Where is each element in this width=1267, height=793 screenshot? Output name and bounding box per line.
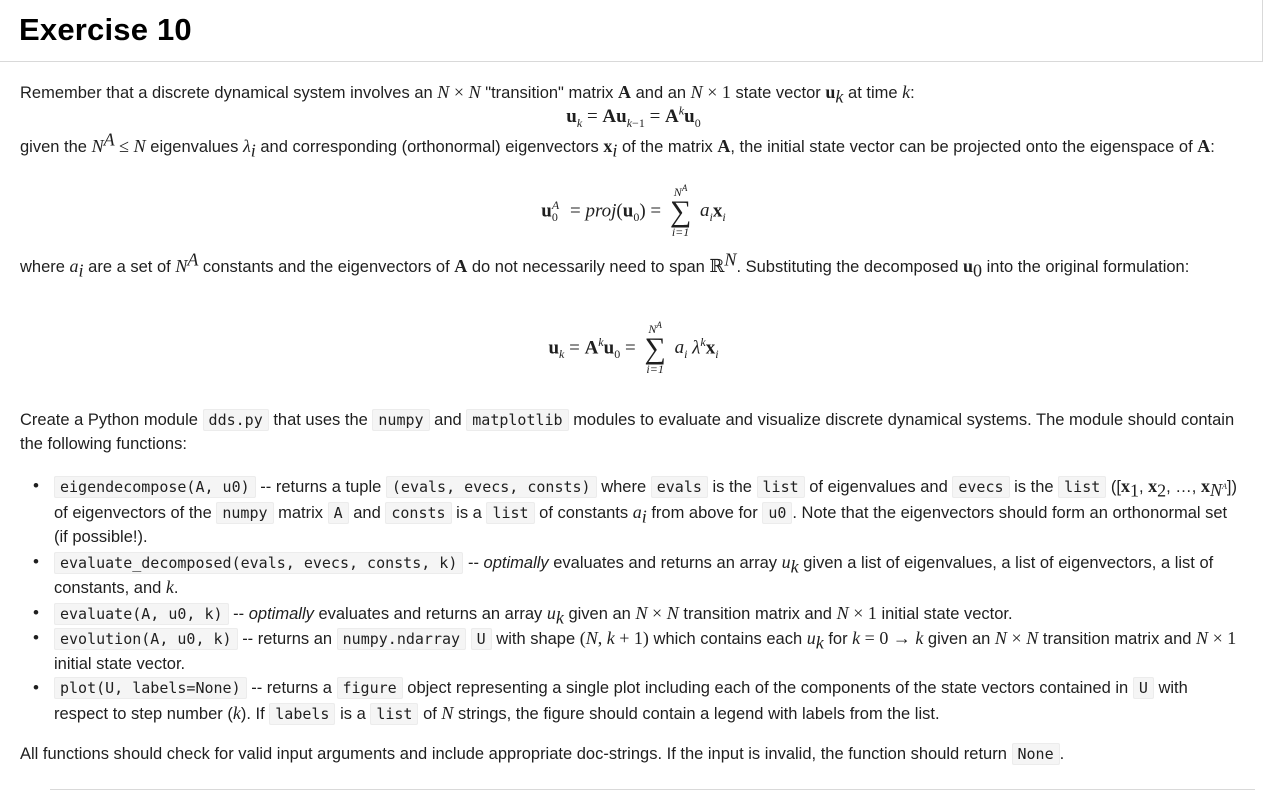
list-item: • eigendecompose(A, u0) -- returns a tuple (evals, evecs, consts) where evals is the list of eigenvalues and evecs is the list ([$x_1$, $x_2$, …, $x_{N^A}$]) of eigenvectors of the numpy matrix A and consts is a list of constants $a_i$ from above for u0 . Note that the eigenvectors should form an orthonormal set (if possible!). xyxy=(35,474,1245,550)
page-title: Exercise 10 xyxy=(19,12,192,47)
function-signature: evolution(A, u0, k) xyxy=(54,628,238,650)
given-paragraph: given the $N^A \le N$ eigenvalues $\lambda_i$ and corresponding (orthonormal) eigenvectors $x_i$ of the matrix A, the initial state vector can be projected onto the eigenspace of A: xyxy=(20,129,1215,161)
function-signature: evaluate(A, u0, k) xyxy=(54,603,229,625)
closing-paragraph: All functions should check for valid input arguments and include appropriate doc-strings. If the input is invalid, the function should return None . xyxy=(20,745,1065,763)
list-item: • plot(U, labels=None) -- returns a figure object representing a single plot including each of the components of the state vectors contained in U with respect to step number (k). If labels is a list of N strings, the figure should contain a legend with labels from the list. xyxy=(35,676,1245,726)
create-paragraph: Create a Python module dds.py that uses the numpy and matplotlib modules to evaluate and visualize discrete dynamical systems. The module should contain the following functions: xyxy=(20,411,1235,453)
function-signature: evaluate_decomposed(evals, evecs, consts, k) xyxy=(54,552,463,574)
bottom-divider xyxy=(50,789,1255,790)
module-name: dds.py xyxy=(203,409,269,431)
equation-projection: $u_0^A$ = $proj(u_0)$ = $N^A$ ∑ i=1 $a_ix_i$ xyxy=(541,183,726,239)
equation-decomposed: $u_k = A^ku_0$ = $N^A$ ∑ i=1 $a_i$ $\lambda^kx_i$ xyxy=(548,320,719,376)
function-signature: plot(U, labels=None) xyxy=(54,677,247,699)
exercise-header xyxy=(0,0,1263,62)
list-item: • evaluate(A, u0, k) -- optimally evaluates and returns an array $u_k$ given an N × N transition matrix and N × 1 initial state vector. xyxy=(35,601,1245,627)
equation-recurrence: $u_k = Au_{k-1} = A^ku_0$ xyxy=(566,103,701,130)
function-list xyxy=(35,474,1245,726)
where-paragraph: where $a_i$ are a set of $N^A$ constants and the eigenvectors of A do not necessarily need to span ℝ$^N$. Substituting the decomposed $u_0$ into the original formulation: xyxy=(20,249,1190,281)
list-item: • evolution(A, u0, k) -- returns an numpy.ndarray U with shape (N, k + 1) which contains each $u_k$ for k = 0 → k given an N × N transition matrix and N × 1 initial state vector. xyxy=(35,626,1245,676)
intro-paragraph: Remember that a discrete dynamical system involves an N × N "transition" matrix A and an N × 1 state vector $u_k$ at time k: xyxy=(20,82,915,107)
function-signature: eigendecompose(A, u0) xyxy=(54,476,256,498)
list-item: • evaluate_decomposed(evals, evecs, consts, k) -- optimally evaluates and returns an array $u_k$ given a list of eigenvalues, a list of eigenvectors, a list of constants, and k. xyxy=(35,550,1245,601)
